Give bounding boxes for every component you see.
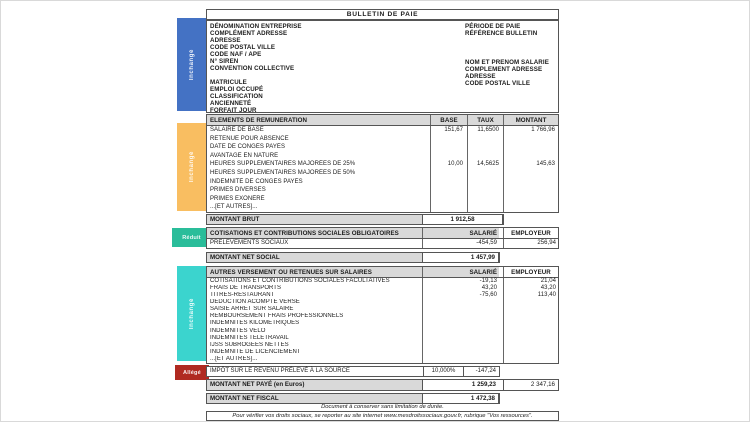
row-montant-value: 1 766,96	[503, 126, 558, 135]
column-header-employeur: EMPLOYEUR	[503, 267, 558, 277]
table-row	[207, 292, 558, 299]
row-taux-value	[467, 143, 503, 152]
annotation-bar-header-unchanged	[177, 18, 206, 111]
row-employeur-value	[503, 299, 558, 306]
table-row	[207, 328, 558, 335]
row-label: HEURES SUPPLÉMENTAIRES MAJORÉES DE 50%	[210, 169, 356, 176]
montant-net-social-label: MONTANT NET SOCIAL	[207, 253, 422, 262]
table-row	[207, 160, 558, 169]
section-header-label: AUTRES VERSEMENT OU RETENUES SUR SALAIRES	[207, 267, 422, 277]
table-row	[207, 306, 558, 313]
employer-info-line: ANCIENNETÉ	[210, 100, 252, 107]
column-header-montant: MONTANT	[503, 115, 558, 125]
row-employeur-value: 21,04	[503, 278, 558, 285]
row-base-value	[430, 186, 467, 195]
row-taux-value	[467, 169, 503, 178]
row-label: INDEMNITÉS TÉLÉTRAVAIL	[210, 334, 289, 341]
column-header-salarie: SALARIÉ	[422, 228, 499, 238]
row-base-value	[430, 143, 467, 152]
row-salarie-value	[422, 356, 499, 363]
montant-net-paye-employeur-value: 2 347,16	[503, 380, 558, 390]
employer-info-labels	[210, 23, 302, 114]
row-label: INDEMNITÉ DE LICENCIEMENT	[210, 348, 301, 355]
row-label: PRELEVEMENTS SOCIAUX	[210, 240, 289, 246]
row-montant-value	[503, 135, 558, 144]
row-montant-value	[503, 152, 558, 161]
table-row	[207, 342, 558, 349]
row-label: FRAIS DE TRANSPORTS	[210, 285, 282, 292]
row-employeur-value	[503, 328, 558, 335]
row-employeur-value	[503, 335, 558, 342]
employer-info-line: DÉNOMINATION ENTREPRISE	[210, 23, 302, 30]
table-row	[207, 299, 558, 306]
employer-info-line: FORFAIT JOUR	[210, 107, 257, 114]
row-label: RETENUE POUR ABSENCE	[210, 135, 289, 142]
row-base-value	[430, 152, 467, 161]
autres-header-row	[207, 267, 558, 278]
montant-net-social-row	[206, 252, 500, 263]
row-montant-value	[503, 203, 558, 212]
row-label: SALAIRE DE BASE	[210, 127, 264, 133]
cotisations-section	[206, 227, 559, 249]
employer-info-line: CODE NAF / APE	[210, 51, 262, 58]
row-label: REMBOURSEMENT FRAIS PROFESSIONNELS	[210, 313, 344, 320]
row-salarie-value	[422, 320, 499, 327]
row-base-value: 151,67	[430, 126, 467, 135]
retention-notice: Document à conserver sans limitation de durée.	[321, 404, 444, 410]
table-row	[207, 195, 558, 204]
impot-row	[206, 366, 500, 377]
row-salarie-value: -75,60	[422, 292, 499, 299]
row-label: INDEMNITÉ DE CONGÉS PAYÉS	[210, 178, 303, 185]
remuneration-header-row	[207, 115, 558, 126]
column-header-taux: TAUX	[467, 115, 503, 125]
annotation-bar-label: Inchangé	[188, 297, 195, 330]
column-header-employeur: EMPLOYEUR	[503, 228, 558, 238]
row-salarie-value: -454,59	[422, 239, 499, 248]
row-base-value	[430, 203, 467, 212]
row-taux-value	[467, 203, 503, 212]
row-salarie-value	[422, 313, 499, 320]
employer-info-line: MATRICULE	[210, 79, 247, 86]
table-row	[207, 335, 558, 342]
row-label: SAISIE ARRÊT SUR SALAIRE	[210, 306, 294, 313]
montant-net-paye-label: MONTANT NET PAYÉ (en Euros)	[207, 380, 422, 390]
employee-info-line: ADRESSE	[465, 73, 496, 80]
row-montant-value	[503, 169, 558, 178]
employer-info-line: COMPLÉMENT ADRESSE	[210, 30, 288, 37]
row-label: INDEMNITÉS KILOMÉTRIQUES	[210, 320, 300, 327]
employer-info-line: CLASSIFICATION	[210, 93, 263, 100]
annotation-bar-remuneration-unchanged	[177, 123, 206, 211]
cotisations-header-row	[207, 228, 558, 239]
row-taux-value: 11,6500	[467, 126, 503, 135]
row-employeur-value: 113,40	[503, 292, 558, 299]
row-base-value	[430, 135, 467, 144]
row-montant-value	[503, 186, 558, 195]
table-row	[207, 126, 558, 135]
employer-info-line: CONVENTION COLLECTIVE	[210, 65, 295, 72]
table-row	[207, 285, 558, 292]
employer-info-line: EMPLOI OCCUPÉ	[210, 86, 264, 93]
table-row	[207, 135, 558, 144]
row-label: ...[ET AUTRES]...	[210, 355, 258, 362]
montant-brut-row	[206, 214, 504, 225]
employer-info-line: ADRESSE	[210, 37, 241, 44]
row-salarie-value	[422, 342, 499, 349]
row-label: ...[ET AUTRES]...	[210, 204, 258, 211]
montant-net-fiscal-row	[206, 393, 500, 404]
table-row	[207, 203, 558, 212]
row-salarie-value: -19,13	[422, 278, 499, 285]
employee-info-line: COMPLEMENT ADRESSE	[465, 66, 543, 73]
employee-info-labels	[465, 59, 549, 87]
rights-verification-notice: Pour vérifier vos droits sociaux, se reporter au site internet www.mesdroitssociaux.gouv.fr, rubrique "Vos ressources".	[206, 411, 559, 421]
employer-info-line: N° SIREN	[210, 58, 239, 65]
table-row	[207, 239, 558, 248]
row-label: IJSS SUBROGÉES NETTES	[210, 341, 289, 348]
pay-period-labels	[465, 23, 537, 37]
table-row	[207, 178, 558, 187]
row-montant-value	[503, 178, 558, 187]
row-taux-value	[467, 135, 503, 144]
row-salarie-value	[422, 328, 499, 335]
impot-montant-value: -147,24	[463, 367, 499, 376]
row-label: AVANTAGE EN NATURE	[210, 152, 279, 159]
row-label: INDEMNITÉS VÉLO	[210, 327, 266, 334]
row-label: DATE DE CONGÉS PAYÉS	[210, 144, 286, 151]
row-employeur-value	[503, 306, 558, 313]
impot-label: IMPÔT SUR LE REVENU PRÉLEVÉ À LA SOURCE	[210, 368, 350, 374]
identity-header-box	[206, 20, 559, 113]
cotisations-rows	[207, 239, 558, 248]
montant-net-fiscal-value: 1 472,38	[422, 394, 499, 403]
table-row	[207, 313, 558, 320]
row-base-value: 10,00	[430, 160, 467, 169]
row-taux-value	[467, 178, 503, 187]
remuneration-rows	[207, 126, 558, 212]
row-employeur-value	[503, 356, 558, 363]
row-salarie-value	[422, 335, 499, 342]
row-employeur-value: 43,20	[503, 285, 558, 292]
row-label: PRIMES DIVERSES	[210, 187, 266, 194]
annotation-badge-label: Réduit	[182, 234, 201, 241]
autres-section	[206, 266, 559, 364]
row-employeur-value	[503, 320, 558, 327]
row-base-value	[430, 178, 467, 187]
autres-rows	[207, 278, 558, 363]
page-title: BULLETIN DE PAIE	[206, 9, 559, 20]
row-label: TITRES-RESTAURANT	[210, 292, 275, 299]
row-salarie-value	[422, 349, 499, 356]
column-header-salarie: SALARIÉ	[422, 267, 499, 277]
annotation-bar-label: Inchangé	[188, 151, 195, 183]
table-row	[207, 186, 558, 195]
table-row	[207, 320, 558, 327]
annotation-bar-autres-unchanged	[177, 266, 206, 361]
row-label: HEURES SUPPLÉMENTAIRES MAJORÉES DE 25%	[210, 161, 356, 168]
row-employeur-value	[503, 313, 558, 320]
row-employeur-value	[503, 349, 558, 356]
row-montant-value: 145,63	[503, 160, 558, 169]
table-row	[207, 349, 558, 356]
row-employeur-value: 256,94	[503, 239, 558, 248]
table-row	[207, 152, 558, 161]
payslip-document	[206, 9, 559, 421]
remuneration-table	[206, 114, 559, 213]
row-salarie-value	[422, 306, 499, 313]
row-base-value	[430, 195, 467, 204]
table-row	[207, 356, 558, 363]
row-label: COTISATIONS ET CONTRIBUTIONS SOCIALES FACULTATIVES	[210, 278, 390, 284]
employer-info-line: CODE POSTAL VILLE	[210, 44, 276, 51]
row-taux-value	[467, 195, 503, 204]
row-label: PRIMES EXONÉRÉ	[210, 195, 265, 202]
column-header-base: BASE	[430, 115, 467, 125]
table-row	[207, 169, 558, 178]
row-base-value	[430, 169, 467, 178]
row-taux-value	[467, 152, 503, 161]
employer-info-line	[210, 72, 302, 79]
row-taux-value	[467, 186, 503, 195]
row-montant-value	[503, 143, 558, 152]
row-salarie-value	[422, 299, 499, 306]
montant-net-paye-row	[206, 379, 559, 391]
row-salarie-value: 43,20	[422, 285, 499, 292]
annotation-badge-lightened	[175, 365, 209, 380]
montant-brut-value: 1 912,58	[422, 215, 503, 224]
row-label: DÉDUCTION ACOMPTE VERSÉ	[210, 299, 300, 306]
table-row	[207, 278, 558, 285]
row-taux-value: 14,5625	[467, 160, 503, 169]
row-employeur-value	[503, 342, 558, 349]
pay-period-line: RÉFÉRENCE BULLETIN	[465, 30, 538, 37]
annotation-badge-label: Allégé	[183, 369, 201, 376]
annotation-bar-label: Inchangé	[188, 48, 195, 81]
section-header-label: COTISATIONS ET CONTRIBUTIONS SOCIALES OBLIGATOIRES	[207, 228, 422, 238]
table-row	[207, 143, 558, 152]
employee-info-line: NOM ET PRENOM SALARIE	[465, 59, 549, 66]
montant-net-paye-value: 1 259,23	[422, 380, 499, 390]
column-header-elements: ELEMENTS DE REMUNERATION	[210, 117, 307, 124]
employee-info-line: CODE POSTAL VILLE	[465, 80, 531, 87]
pay-period-line: PÉRIODE DE PAIE	[465, 23, 521, 30]
row-montant-value	[503, 195, 558, 204]
montant-net-fiscal-label: MONTANT NET FISCAL	[207, 394, 422, 403]
montant-brut-label: MONTANT BRUT	[207, 215, 422, 224]
impot-taux-value: 10,000%	[423, 367, 463, 376]
montant-net-social-value: 1 457,99	[422, 253, 499, 262]
